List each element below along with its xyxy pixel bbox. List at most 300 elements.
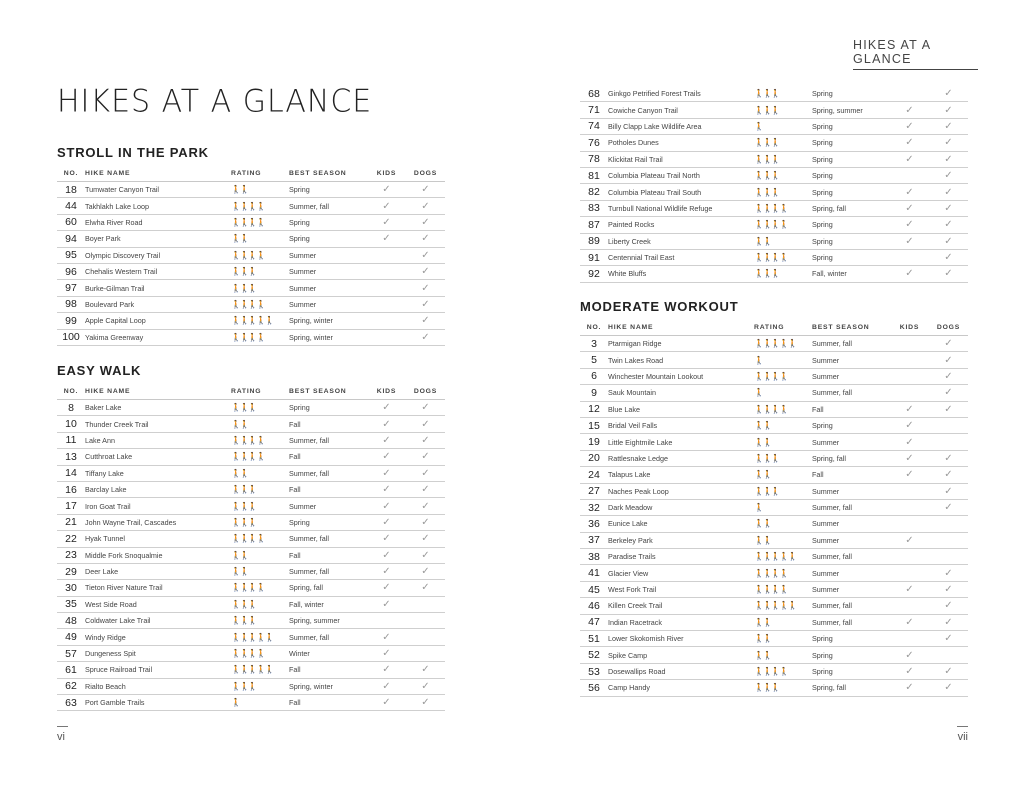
best-season: Summer xyxy=(812,352,890,368)
dogs-check-icon: ✓ xyxy=(929,217,968,233)
hike-name: Rattlesnake Ledge xyxy=(608,450,754,466)
rating-hikers-icon: 🚶🚶🚶 xyxy=(754,680,812,696)
table-row xyxy=(580,549,968,565)
table-row xyxy=(580,450,968,466)
kids-empty xyxy=(890,249,929,265)
hike-number: 44 xyxy=(57,198,85,214)
best-season: Summer xyxy=(289,498,367,514)
hike-number: 38 xyxy=(580,549,608,565)
best-season: Fall xyxy=(289,481,367,497)
dogs-empty xyxy=(406,613,445,629)
best-season: Fall xyxy=(289,416,367,432)
hike-number: 48 xyxy=(57,613,85,629)
rating-hikers-icon: 🚶🚶🚶🚶 xyxy=(231,247,289,263)
column-header-no: NO. xyxy=(57,384,85,400)
dogs-check-icon: ✓ xyxy=(929,499,968,515)
kids-check-icon: ✓ xyxy=(367,231,406,247)
kids-check-icon: ✓ xyxy=(367,498,406,514)
column-header-season: BEST SEASON xyxy=(289,384,367,400)
column-header-name: HIKE NAME xyxy=(85,166,231,182)
rating-hikers-icon: 🚶🚶🚶🚶 xyxy=(231,531,289,547)
rating-hikers-icon: 🚶🚶 xyxy=(754,233,812,249)
rating-hikers-icon: 🚶🚶 xyxy=(754,532,812,548)
hike-number: 46 xyxy=(580,598,608,614)
best-season: Spring, winter xyxy=(289,329,367,345)
page-number-right-text: vii xyxy=(957,731,968,743)
table-row xyxy=(580,499,968,515)
table-row xyxy=(57,182,445,198)
kids-check-icon: ✓ xyxy=(367,214,406,230)
table-row xyxy=(580,434,968,450)
hike-number: 83 xyxy=(580,200,608,216)
hike-number: 52 xyxy=(580,647,608,663)
hike-name: West Fork Trail xyxy=(608,581,754,597)
dogs-check-icon: ✓ xyxy=(406,182,445,198)
best-season: Spring xyxy=(812,233,890,249)
rating-hikers-icon: 🚶🚶🚶🚶🚶 xyxy=(754,549,812,565)
dogs-check-icon: ✓ xyxy=(406,580,445,596)
kids-check-icon: ✓ xyxy=(890,266,929,282)
hike-name: Talapus Lake xyxy=(608,467,754,483)
hike-name: Turnbull National Wildlife Refuge xyxy=(608,200,754,216)
hike-name: Dosewallips Road xyxy=(608,663,754,679)
hike-number: 12 xyxy=(580,401,608,417)
best-season: Summer, fall xyxy=(812,614,890,630)
best-season: Spring, fall xyxy=(812,200,890,216)
best-season: Fall xyxy=(812,467,890,483)
table-header-row xyxy=(580,320,968,336)
dogs-check-icon: ✓ xyxy=(406,547,445,563)
hike-number: 18 xyxy=(57,182,85,198)
table-row xyxy=(580,483,968,499)
hike-name: Takhlakh Lake Loop xyxy=(85,198,231,214)
rating-hikers-icon: 🚶🚶🚶🚶 xyxy=(231,329,289,345)
kids-check-icon: ✓ xyxy=(890,151,929,167)
best-season: Summer xyxy=(289,296,367,312)
hike-name: Cowiche Canyon Trail xyxy=(608,102,754,118)
table-row xyxy=(57,662,445,678)
best-season: Summer xyxy=(289,263,367,279)
hike-name: Liberty Creek xyxy=(608,233,754,249)
column-header-kids: KIDS xyxy=(367,384,406,400)
hike-number: 41 xyxy=(580,565,608,581)
table-row xyxy=(57,313,445,329)
dogs-check-icon: ✓ xyxy=(929,467,968,483)
dogs-check-icon: ✓ xyxy=(929,86,968,102)
column-header-dogs: DOGS xyxy=(406,384,445,400)
kids-check-icon: ✓ xyxy=(367,449,406,465)
table-row xyxy=(580,565,968,581)
hike-name: Olympic Discovery Trail xyxy=(85,247,231,263)
best-season: Spring xyxy=(289,400,367,416)
kids-empty xyxy=(890,483,929,499)
kids-check-icon: ✓ xyxy=(367,531,406,547)
kids-check-icon: ✓ xyxy=(367,596,406,612)
kids-check-icon: ✓ xyxy=(890,581,929,597)
hike-name: Barclay Lake xyxy=(85,481,231,497)
rating-hikers-icon: 🚶🚶🚶 xyxy=(754,483,812,499)
hike-name: Columbia Plateau Trail South xyxy=(608,184,754,200)
dogs-check-icon: ✓ xyxy=(406,400,445,416)
best-season: Spring xyxy=(812,631,890,647)
hike-name: Lower Skokomish River xyxy=(608,631,754,647)
kids-empty xyxy=(367,247,406,263)
best-season: Spring xyxy=(812,417,890,433)
rating-hikers-icon: 🚶🚶 xyxy=(754,434,812,450)
best-season: Fall xyxy=(289,662,367,678)
hike-name: White Bluffs xyxy=(608,266,754,282)
dogs-check-icon: ✓ xyxy=(406,231,445,247)
best-season: Summer, fall xyxy=(812,385,890,401)
table-row xyxy=(57,629,445,645)
dogs-check-icon: ✓ xyxy=(929,614,968,630)
hike-number: 45 xyxy=(580,581,608,597)
table-row xyxy=(57,645,445,661)
best-season: Fall, winter xyxy=(289,596,367,612)
dogs-check-icon: ✓ xyxy=(406,563,445,579)
best-season: Summer, fall xyxy=(289,563,367,579)
dogs-check-icon: ✓ xyxy=(929,450,968,466)
column-header-name: HIKE NAME xyxy=(85,384,231,400)
page-number-left-text: vi xyxy=(57,731,65,743)
dogs-empty xyxy=(929,532,968,548)
best-season: Winter xyxy=(289,645,367,661)
rating-hikers-icon: 🚶🚶🚶🚶 xyxy=(754,249,812,265)
hike-name: Potholes Dunes xyxy=(608,135,754,151)
hike-number: 16 xyxy=(57,481,85,497)
table-row xyxy=(57,400,445,416)
hike-name: Boyer Park xyxy=(85,231,231,247)
hike-number: 74 xyxy=(580,118,608,134)
hike-number: 57 xyxy=(57,645,85,661)
hike-name: Port Gamble Trails xyxy=(85,695,231,711)
rating-hikers-icon: 🚶🚶🚶 xyxy=(231,280,289,296)
kids-empty xyxy=(367,329,406,345)
rating-hikers-icon: 🚶🚶🚶🚶 xyxy=(754,401,812,417)
hikes-table-moderate xyxy=(580,320,968,697)
hikes-table-easy xyxy=(57,384,445,711)
rating-hikers-icon: 🚶 xyxy=(231,695,289,711)
hike-number: 36 xyxy=(580,516,608,532)
hike-number: 53 xyxy=(580,663,608,679)
kids-check-icon: ✓ xyxy=(367,514,406,530)
dogs-check-icon: ✓ xyxy=(406,449,445,465)
hike-number: 95 xyxy=(57,247,85,263)
hike-number: 6 xyxy=(580,368,608,384)
rating-hikers-icon: 🚶🚶 xyxy=(231,416,289,432)
hike-number: 68 xyxy=(580,86,608,102)
best-season: Summer, fall xyxy=(289,531,367,547)
rating-hikers-icon: 🚶🚶 xyxy=(754,614,812,630)
rating-hikers-icon: 🚶🚶🚶🚶 xyxy=(231,580,289,596)
hike-name: Windy Ridge xyxy=(85,629,231,645)
table-row xyxy=(580,135,968,151)
rating-hikers-icon: 🚶🚶🚶🚶 xyxy=(754,200,812,216)
kids-empty xyxy=(367,280,406,296)
dogs-check-icon: ✓ xyxy=(929,184,968,200)
kids-check-icon: ✓ xyxy=(890,102,929,118)
hike-number: 24 xyxy=(580,467,608,483)
rating-hikers-icon: 🚶🚶🚶🚶🚶 xyxy=(231,313,289,329)
dogs-check-icon: ✓ xyxy=(406,280,445,296)
best-season: Spring xyxy=(289,182,367,198)
rating-hikers-icon: 🚶🚶 xyxy=(754,516,812,532)
column-header-dogs: DOGS xyxy=(929,320,968,336)
kids-check-icon: ✓ xyxy=(890,217,929,233)
table-row xyxy=(580,86,968,102)
kids-empty xyxy=(890,86,929,102)
rating-hikers-icon: 🚶 xyxy=(754,352,812,368)
hike-number: 8 xyxy=(57,400,85,416)
hike-name: Sauk Mountain xyxy=(608,385,754,401)
dogs-check-icon: ✓ xyxy=(406,329,445,345)
table-row xyxy=(57,263,445,279)
column-header-name: HIKE NAME xyxy=(608,320,754,336)
best-season: Fall xyxy=(812,401,890,417)
hikes-table-easy-continued xyxy=(580,86,968,283)
rating-hikers-icon: 🚶🚶 xyxy=(754,467,812,483)
hike-number: 87 xyxy=(580,217,608,233)
hike-number: 82 xyxy=(580,184,608,200)
best-season: Spring xyxy=(812,217,890,233)
hike-number: 30 xyxy=(57,580,85,596)
rating-hikers-icon: 🚶🚶🚶 xyxy=(231,498,289,514)
rating-hikers-icon: 🚶 xyxy=(754,385,812,401)
table-row xyxy=(580,581,968,597)
table-row xyxy=(580,167,968,183)
rating-hikers-icon: 🚶🚶🚶🚶 xyxy=(231,214,289,230)
section-title-easy: EASY WALK xyxy=(57,363,142,378)
kids-empty xyxy=(367,313,406,329)
dogs-check-icon: ✓ xyxy=(929,598,968,614)
best-season: Fall, winter xyxy=(812,266,890,282)
hike-number: 98 xyxy=(57,296,85,312)
page-number-left xyxy=(57,726,68,743)
running-head: HIKES AT A GLANCE xyxy=(853,38,978,70)
hike-number: 62 xyxy=(57,678,85,694)
hike-name: Iron Goat Trail xyxy=(85,498,231,514)
table-row xyxy=(580,266,968,282)
dogs-check-icon: ✓ xyxy=(406,296,445,312)
hike-number: 97 xyxy=(57,280,85,296)
table-row xyxy=(580,217,968,233)
kids-check-icon: ✓ xyxy=(367,182,406,198)
kids-check-icon: ✓ xyxy=(890,135,929,151)
dogs-check-icon: ✓ xyxy=(929,102,968,118)
kids-empty xyxy=(890,385,929,401)
hike-number: 60 xyxy=(57,214,85,230)
kids-check-icon: ✓ xyxy=(890,434,929,450)
table-row xyxy=(57,214,445,230)
column-header-kids: KIDS xyxy=(367,166,406,182)
best-season: Summer xyxy=(289,247,367,263)
table-row xyxy=(57,498,445,514)
table-row xyxy=(580,102,968,118)
hike-number: 51 xyxy=(580,631,608,647)
rating-hikers-icon: 🚶🚶 xyxy=(754,631,812,647)
page-number-right xyxy=(955,726,968,743)
table-row xyxy=(57,580,445,596)
hike-name: Boulevard Park xyxy=(85,296,231,312)
kids-check-icon: ✓ xyxy=(367,547,406,563)
hike-number: 49 xyxy=(57,629,85,645)
best-season: Summer xyxy=(812,565,890,581)
best-season: Fall xyxy=(289,449,367,465)
table-row xyxy=(580,614,968,630)
best-season: Spring xyxy=(812,663,890,679)
table-row xyxy=(580,631,968,647)
dogs-check-icon: ✓ xyxy=(406,432,445,448)
best-season: Spring, summer xyxy=(289,613,367,629)
table-header-row xyxy=(57,166,445,182)
kids-check-icon: ✓ xyxy=(367,481,406,497)
table-row xyxy=(580,336,968,352)
hike-name: Berkeley Park xyxy=(608,532,754,548)
kids-check-icon: ✓ xyxy=(890,233,929,249)
column-header-dogs: DOGS xyxy=(406,166,445,182)
rating-hikers-icon: 🚶🚶🚶 xyxy=(754,151,812,167)
hike-name: Paradise Trails xyxy=(608,549,754,565)
rating-hikers-icon: 🚶🚶🚶🚶 xyxy=(754,217,812,233)
table-row xyxy=(57,247,445,263)
dogs-check-icon: ✓ xyxy=(929,336,968,352)
hikes-table-stroll xyxy=(57,166,445,346)
kids-check-icon: ✓ xyxy=(367,645,406,661)
kids-check-icon: ✓ xyxy=(367,400,406,416)
dogs-check-icon: ✓ xyxy=(406,465,445,481)
rating-hikers-icon: 🚶🚶🚶🚶 xyxy=(754,368,812,384)
hike-name: Dark Meadow xyxy=(608,499,754,515)
dogs-check-icon: ✓ xyxy=(929,368,968,384)
kids-check-icon: ✓ xyxy=(890,184,929,200)
best-season: Summer, fall xyxy=(289,198,367,214)
dogs-check-icon: ✓ xyxy=(406,313,445,329)
dogs-check-icon: ✓ xyxy=(406,662,445,678)
kids-check-icon: ✓ xyxy=(890,680,929,696)
table-row xyxy=(57,465,445,481)
table-row xyxy=(580,151,968,167)
hike-name: Thunder Creek Trail xyxy=(85,416,231,432)
rating-hikers-icon: 🚶🚶🚶🚶 xyxy=(231,432,289,448)
best-season: Summer, fall xyxy=(812,598,890,614)
table-row xyxy=(57,416,445,432)
hike-name: John Wayne Trail, Cascades xyxy=(85,514,231,530)
best-season: Spring xyxy=(812,86,890,102)
hike-name: Apple Capital Loop xyxy=(85,313,231,329)
table-row xyxy=(580,598,968,614)
hike-name: Middle Fork Snoqualmie xyxy=(85,547,231,563)
kids-empty xyxy=(890,167,929,183)
best-season: Summer, fall xyxy=(289,432,367,448)
dogs-check-icon: ✓ xyxy=(406,531,445,547)
hike-name: West Side Road xyxy=(85,596,231,612)
hike-number: 94 xyxy=(57,231,85,247)
hike-number: 89 xyxy=(580,233,608,249)
kids-check-icon: ✓ xyxy=(367,695,406,711)
dogs-empty xyxy=(929,549,968,565)
hike-name: Painted Rocks xyxy=(608,217,754,233)
kids-empty xyxy=(890,549,929,565)
dogs-empty xyxy=(929,647,968,663)
rating-hikers-icon: 🚶🚶 xyxy=(754,647,812,663)
hike-number: 56 xyxy=(580,680,608,696)
dogs-check-icon: ✓ xyxy=(406,198,445,214)
kids-empty xyxy=(367,613,406,629)
kids-check-icon: ✓ xyxy=(890,450,929,466)
hike-number: 96 xyxy=(57,263,85,279)
dogs-check-icon: ✓ xyxy=(406,678,445,694)
kids-check-icon: ✓ xyxy=(890,663,929,679)
best-season: Summer xyxy=(812,581,890,597)
dogs-check-icon: ✓ xyxy=(929,233,968,249)
hike-name: Columbia Plateau Trail North xyxy=(608,167,754,183)
hike-number: 3 xyxy=(580,336,608,352)
kids-empty xyxy=(890,368,929,384)
rating-hikers-icon: 🚶 xyxy=(754,499,812,515)
hike-number: 35 xyxy=(57,596,85,612)
table-row xyxy=(580,663,968,679)
hike-number: 13 xyxy=(57,449,85,465)
dogs-empty xyxy=(929,417,968,433)
hike-name: Ginkgo Petrified Forest Trails xyxy=(608,86,754,102)
best-season: Summer xyxy=(812,516,890,532)
hike-name: Blue Lake xyxy=(608,401,754,417)
kids-empty xyxy=(890,336,929,352)
hike-name: Eunice Lake xyxy=(608,516,754,532)
dogs-check-icon: ✓ xyxy=(929,135,968,151)
dogs-check-icon: ✓ xyxy=(406,263,445,279)
rating-hikers-icon: 🚶🚶 xyxy=(231,547,289,563)
hike-number: 23 xyxy=(57,547,85,563)
hike-number: 9 xyxy=(580,385,608,401)
hike-number: 99 xyxy=(57,313,85,329)
rating-hikers-icon: 🚶🚶🚶🚶 xyxy=(754,581,812,597)
hike-number: 10 xyxy=(57,416,85,432)
table-row xyxy=(580,249,968,265)
best-season: Summer, fall xyxy=(812,499,890,515)
best-season: Summer, fall xyxy=(289,465,367,481)
kids-check-icon: ✓ xyxy=(890,118,929,134)
rating-hikers-icon: 🚶🚶 xyxy=(231,563,289,579)
hike-name: Winchester Mountain Lookout xyxy=(608,368,754,384)
column-header-no: NO. xyxy=(57,166,85,182)
hike-name: Lake Ann xyxy=(85,432,231,448)
rating-hikers-icon: 🚶🚶 xyxy=(754,417,812,433)
kids-empty xyxy=(890,352,929,368)
dogs-check-icon: ✓ xyxy=(929,581,968,597)
best-season: Spring, winter xyxy=(289,678,367,694)
hike-name: Spruce Railroad Trail xyxy=(85,662,231,678)
table-row xyxy=(580,516,968,532)
hike-number: 21 xyxy=(57,514,85,530)
hike-name: Bridal Veil Falls xyxy=(608,417,754,433)
table-row xyxy=(57,231,445,247)
rating-hikers-icon: 🚶 xyxy=(754,118,812,134)
kids-check-icon: ✓ xyxy=(890,532,929,548)
kids-check-icon: ✓ xyxy=(367,563,406,579)
table-header-row xyxy=(57,384,445,400)
dogs-check-icon: ✓ xyxy=(929,266,968,282)
best-season: Spring xyxy=(812,151,890,167)
hike-name: Tiffany Lake xyxy=(85,465,231,481)
rating-hikers-icon: 🚶🚶🚶 xyxy=(231,678,289,694)
hike-number: 14 xyxy=(57,465,85,481)
table-row xyxy=(580,401,968,417)
kids-check-icon: ✓ xyxy=(367,465,406,481)
kids-check-icon: ✓ xyxy=(367,629,406,645)
hike-number: 76 xyxy=(580,135,608,151)
best-season: Spring xyxy=(289,514,367,530)
